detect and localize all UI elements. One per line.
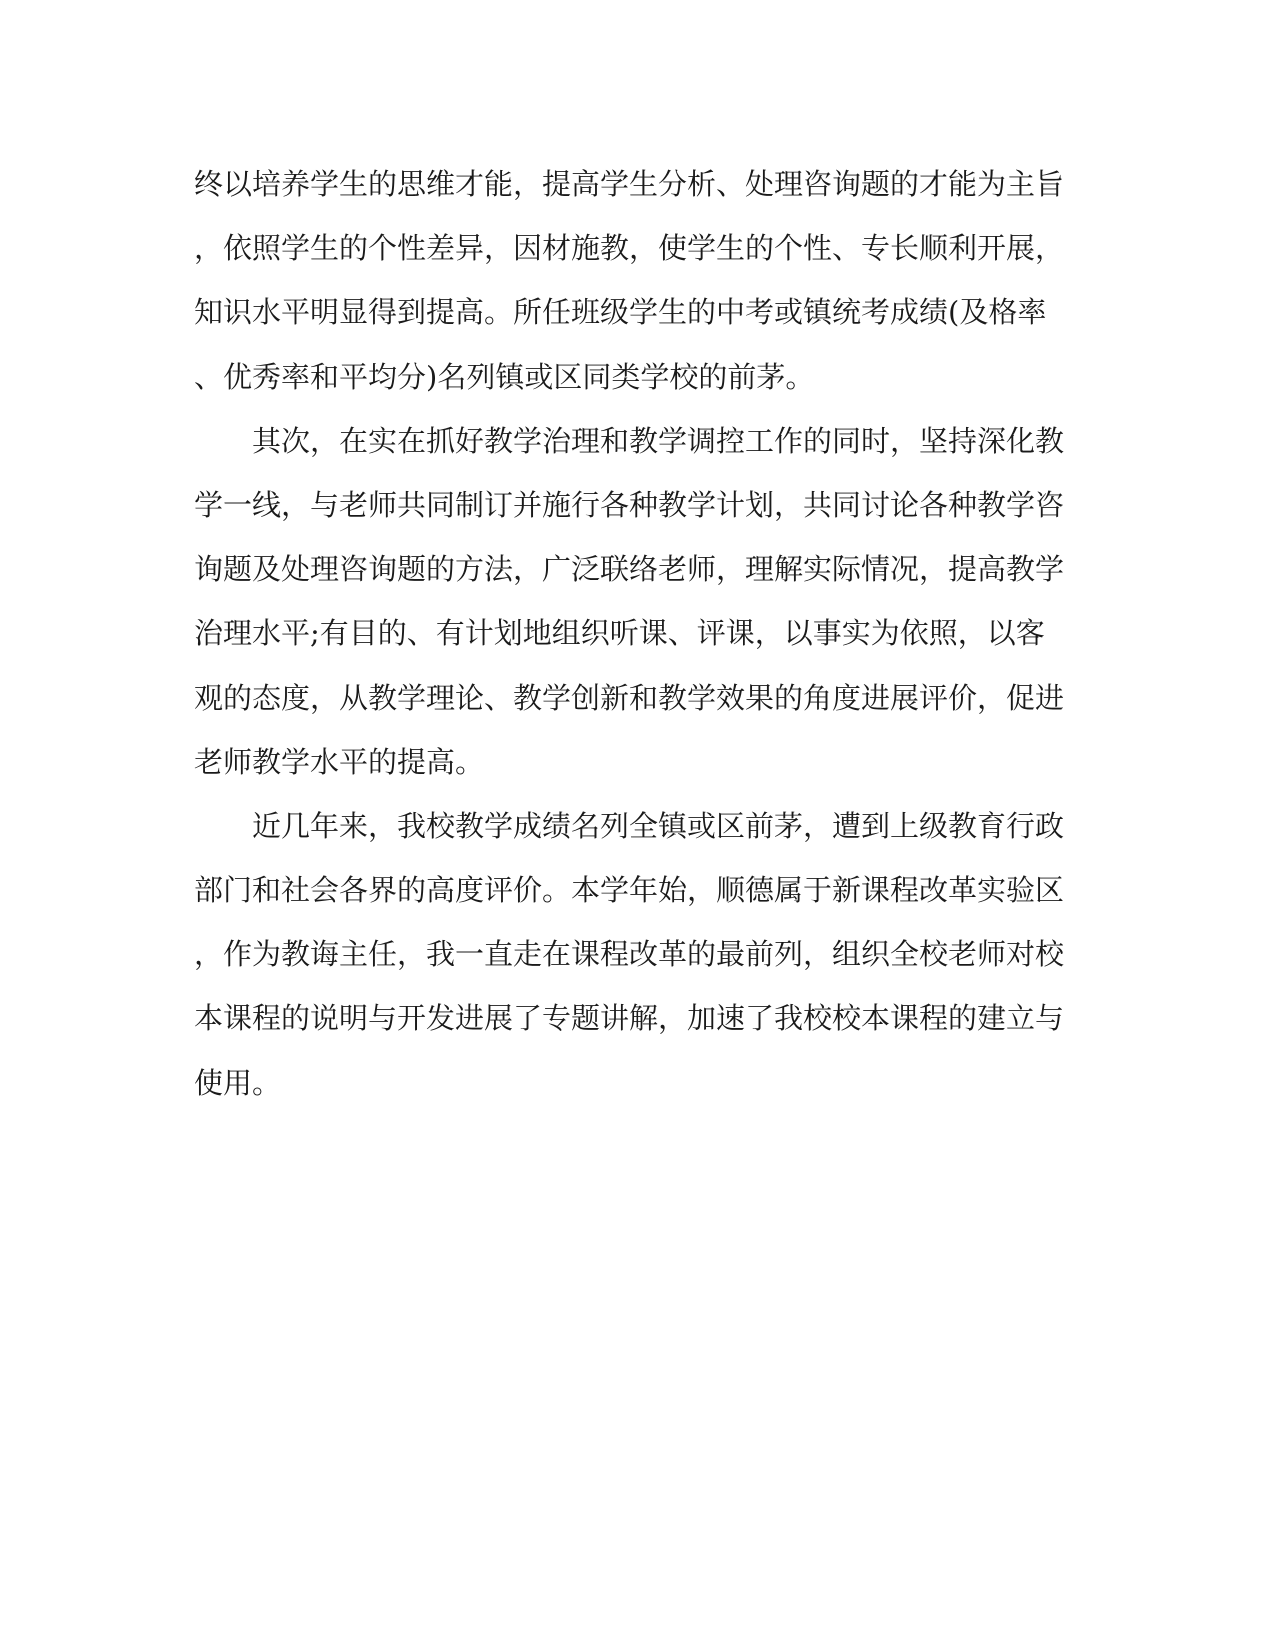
text-line: 学一线，与老师共同制订并施行各种教学计划，共同讨论各种教学咨	[194, 487, 1065, 522]
text-line: 治理水平;有目的、有计划地组织听课、评课，以事实为依照，以客	[194, 616, 1045, 651]
text-line: 观的态度，从教学理论、教学创新和教学效果的角度进展评价，促进	[194, 680, 1065, 715]
text-line: 本课程的说明与开发进展了专题讲解，加速了我校校本课程的建立与	[194, 1001, 1065, 1036]
text-line: 部门和社会各界的高度评价。本学年始，顺德属于新课程改革实验区	[194, 873, 1065, 908]
document-body	[194, 152, 1074, 1115]
text-line: 老师教学水平的提高。	[194, 744, 485, 779]
text-line: ，依照学生的个性差异，因材施教，使学生的个性、专长顺利开展，	[194, 231, 1065, 266]
text-line: 使用。	[194, 1065, 282, 1100]
text-line: 近几年来，我校教学成绩名列全镇或区前茅，遭到上级教育行政	[252, 808, 1065, 843]
text-line: 、优秀率和平均分)名列镇或区同类学校的前茅。	[194, 359, 815, 394]
text-line: 终以培养学生的思维才能，提高学生分析、处理咨询题的才能为主旨	[194, 167, 1065, 201]
text-line: 知识水平明显得到提高。所任班级学生的中考或镇统考成绩(及格率	[194, 295, 1047, 330]
text-line: 询题及处理咨询题的方法，广泛联络老师，理解实际情况，提高教学	[194, 552, 1065, 587]
text-line: 其次，在实在抓好教学治理和教学调控工作的同时，坚持深化教	[252, 423, 1065, 458]
text-line: ，作为教诲主任，我一直走在课程改革的最前列，组织全校老师对校	[194, 937, 1065, 972]
